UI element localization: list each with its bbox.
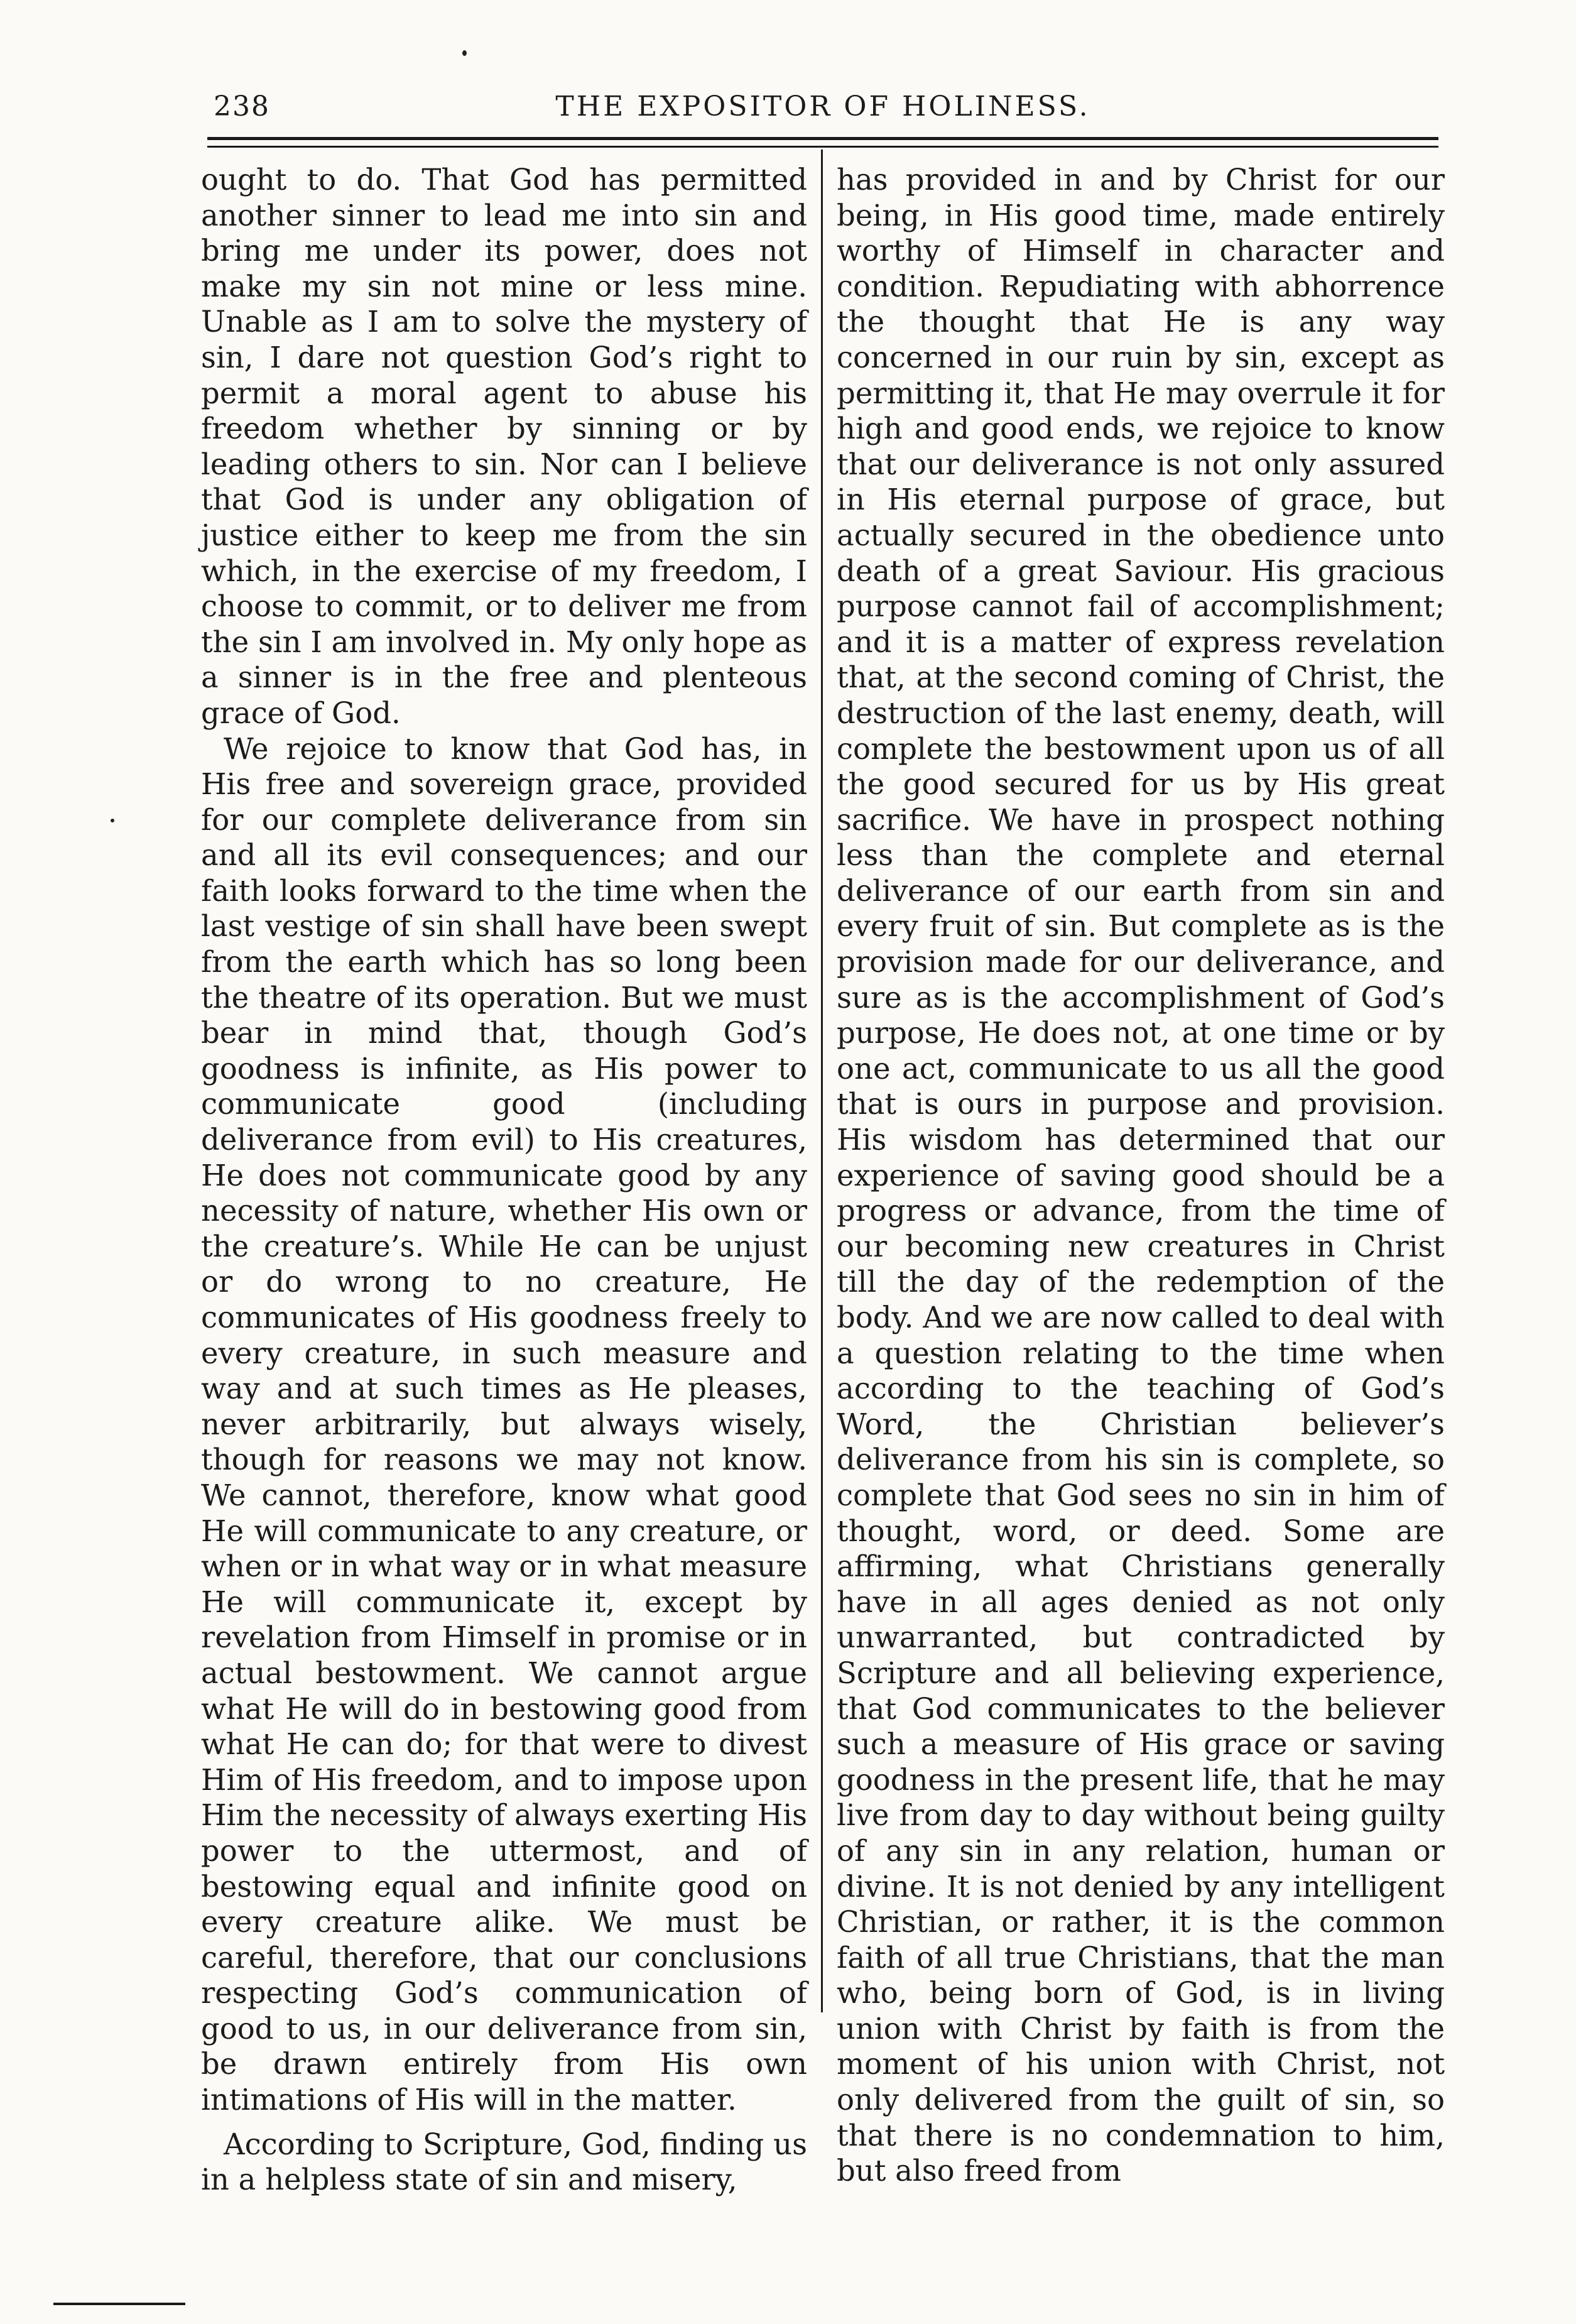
page-number: 238 (214, 90, 270, 123)
footer-rule (53, 2303, 185, 2305)
header-rule (207, 137, 1438, 140)
paragraph: ought to do. That God has permitted another sinner to lead me into sin and bring me under its power, does not make my sin not mine or less mine. Unable as I am to solve the mystery of sin, I dare not question God’s right to permit a moral agent to abuse his freedom whether by sinning or by leading others to sin. Nor can I believe that God is under any obligation of justice either to keep me from the sin which, in the exercise of my freedom, I choose to commit, or to deliver me from the sin I am involved in. My only hope as a sinner is in the free and plenteous grace of God. (201, 163, 807, 730)
running-title: THE EXPOSITOR OF HOLINESS. (555, 90, 1090, 123)
header-rule-thin (207, 146, 1438, 148)
column-divider (821, 150, 823, 2012)
paragraph: According to Scripture, God, finding us in a helpless state of sin and misery, (201, 2127, 807, 2197)
left-column (201, 162, 807, 2198)
page-header (201, 82, 1445, 138)
ink-speck (462, 50, 467, 56)
ink-speck (111, 819, 114, 822)
paragraph: We rejoice to know that God has, in His free and sovereign grace, provided for our complete deliverance from sin and all its evil consequences; and our faith looks forward to the time when the last vestige of sin shall have been swept from the earth which has so long been the theatre of its operation. But we must bear in mind that, though God’s goodness is infinite, as His power to communicate good (including deliverance from evil) to His creatures, He does not communicate good by any necessity of nature, whether His own or the creature’s. While He can be unjust or do wrong to no creature, He communicates of His goodness freely to every creature, in such measure and way and at such times as He pleases, never arbitrarily, but always wisely, though for reasons we may not know. We cannot, therefore, know what good He will communicate to any creature, or when or in what way or in what measure He will communicate it, except by revelation from Himself in promise or in actual bestowment. We cannot argue what He will do in bestowing good from what He can do; for that were to divest Him of His freedom, and to impose upon Him the necessity of always exerting His power to the uttermost, and of bestowing equal and infinite good on every creature alike. We must be careful, therefore, that our conclusions respecting God’s communication of good to us, in our deliverance from sin, be drawn entirely from His own intimations of His will in the matter. (201, 731, 807, 2117)
right-column (837, 162, 1445, 2189)
paragraph: has provided in and by Christ for our being, in His good time, made entirely worthy of Himself in character and condition. Repudiating with abhorrence the thought that He is any way concerned in our ruin by sin, except as permitting it, that He may overrule it for high and good ends, we rejoice to know that our deliverance is not only assured in His eternal purpose of grace, but actually secured in the obedience unto death of a great Saviour. His gracious purpose cannot fail of accomplishment; and it is a matter of express revelation that, at the second coming of Christ, the destruction of the last enemy, death, will complete the bestowment upon us of all the good secured for us by His great sacrifice. We have in prospect nothing less than the complete and eternal deliverance of our earth from sin and every fruit of sin. But complete as is the provision made for our deliverance, and sure as is the accomplishment of God’s purpose, He does not, at one time or by one act, communicate to us all the good that is ours in purpose and provision. His wisdom has determined that our experience of saving good should be a progress or advance, from the time of our becoming new creatures in Christ till the day of the redemption of the body. And we are now called to deal with a question relating to the time when according to the teaching of God’s Word, the Christian believer’s deliverance from his sin is complete, so complete that God sees no sin in him of thought, word, or deed. Some are affirming, what Christians generally have in all ages denied as not only unwarranted, but contradicted by Scripture and all believing experience, that God communicates to the believer such a measure of His grace or saving goodness in the present life, that he may live from day to day without being guilty of any sin in any relation, human or divine. It is not denied by any intelligent Christian, or rather, it is the common faith of all true Christians, that the man who, being born of God, is in living union with Christ by faith is from the moment of his union with Christ, not only delivered from the guilt of sin, so that there is no condemnation to him, but also freed from (837, 163, 1445, 2188)
